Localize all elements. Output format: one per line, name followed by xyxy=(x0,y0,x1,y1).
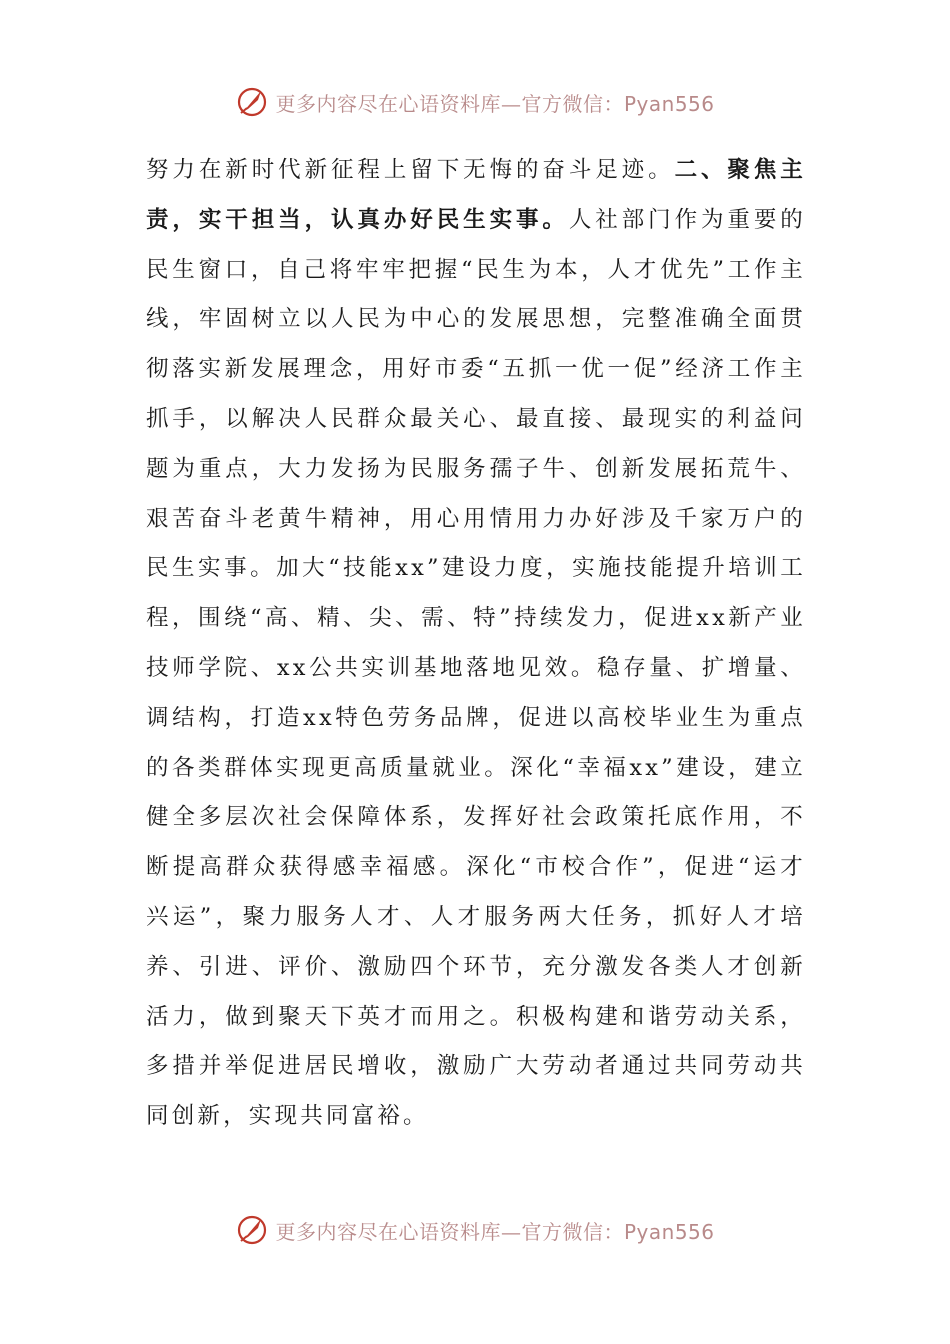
body-text-part1: 努力在新时代新征程上留下无悔的奋斗足迹。 xyxy=(146,157,675,183)
footer-banner-label: 更多内容尽在心语资料库—官方微信： xyxy=(275,1219,624,1244)
footer-banner xyxy=(0,1208,950,1252)
header-banner xyxy=(0,80,950,124)
quill-logo-icon xyxy=(235,1213,269,1247)
body-text-part2: 人社部门作为重要的民生窗口，自己将牢牢把握“民生为本，人才优先”工作主线，牢固树立以人民为中心的发展思想，完整准确全面贯彻落实新发展理念，用好市委“五抓一优一促”经济工作主抓手，以解决人民群众最关心、最直接、最现实的利益问题为重点，大力发扬为民服务孺子牛、创新发展拓荒牛、艰苦奋斗老黄牛精神，用心用情用力办好涉及千家万户的民生实事。加大“技能xx”建设力度，实施技能提升培训工程，围绕“高、精、尖、需、特”持续发力，促进xx新产业技师学院、xx公共实训基地落地见效。稳存量、扩增量、调结构，打造xx特色劳务品牌，促进以高校毕业生为重点的各类群体实现更高质量就业。深化“幸福xx”建设，建立健全多层次社会保障体系，发挥好社会政策托底作用，不断提高群众获得感幸福感。深化“市校合作”，促进“运才兴运”，聚力服务人才、人才服务两大任务，抓好人才培养、引进、评价、激励四个环节，充分激发各类人才创新活力，做到聚天下英才而用之。积极构建和谐劳动关系，多措并举促进居民增收，激励广大劳动者通过共同劳动共同创新，实现共同富裕。 xyxy=(146,206,806,1130)
header-wechat-id: Pyan556 xyxy=(623,91,715,116)
quill-logo-icon xyxy=(235,85,269,119)
body-paragraph xyxy=(146,146,806,1142)
header-banner-label: 更多内容尽在心语资料库—官方微信： xyxy=(275,91,624,116)
footer-banner-text xyxy=(275,1216,714,1245)
header-banner-text xyxy=(275,88,714,117)
section-heading: 二、聚焦主责，实干担当，认真办好民生实事。 xyxy=(146,157,806,233)
footer-wechat-id: Pyan556 xyxy=(623,1219,715,1244)
